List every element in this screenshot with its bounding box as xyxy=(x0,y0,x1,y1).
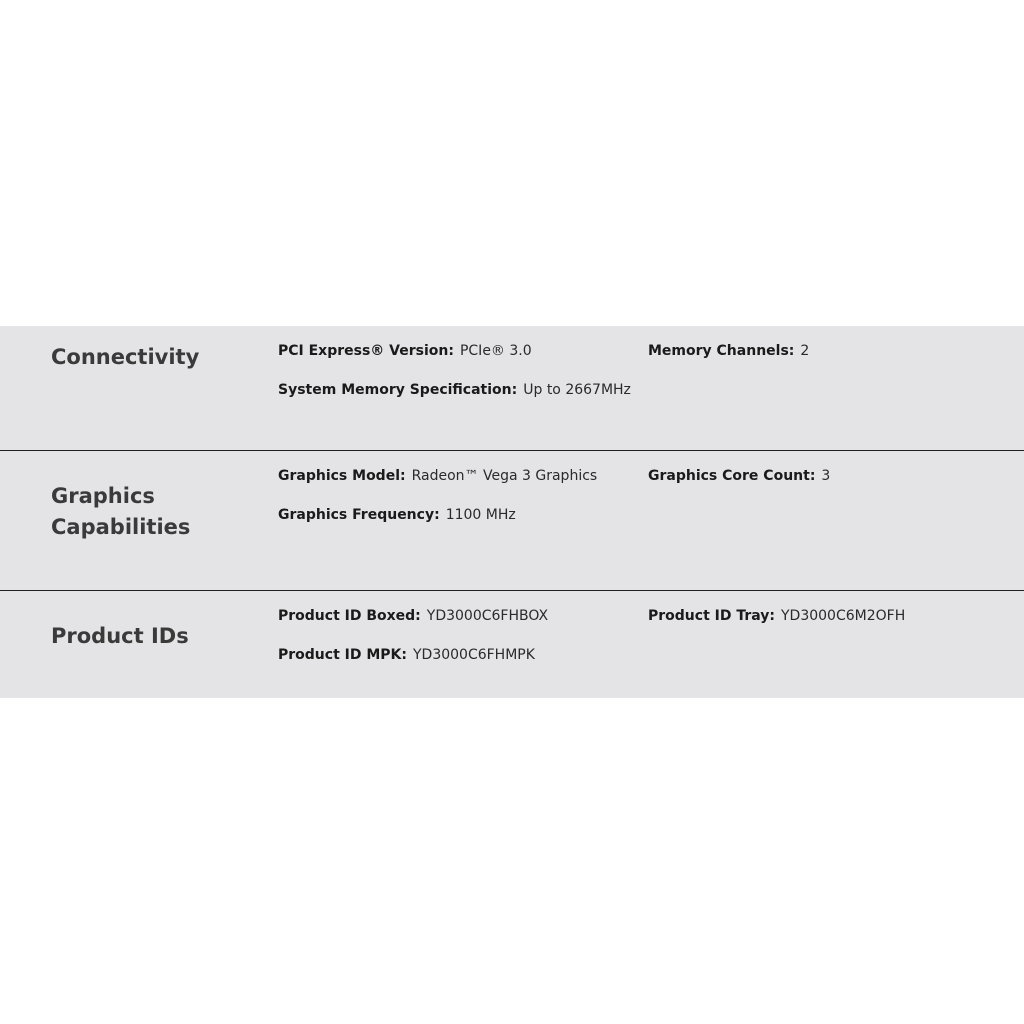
section-title: Connectivity xyxy=(51,345,200,369)
spec-value: 1100 MHz xyxy=(445,507,516,523)
spec-value: 2 xyxy=(800,343,810,359)
spec-label: PCI Express® Version: xyxy=(278,343,454,359)
section-title: Graphics Capabilities xyxy=(51,484,191,539)
spec-label: Product ID MPK: xyxy=(278,647,407,663)
spec-value: YD3000C6FHBOX xyxy=(426,608,549,624)
spec-pci-express-version xyxy=(278,341,532,361)
section-connectivity xyxy=(0,326,1024,450)
spec-label: Graphics Model: xyxy=(278,468,406,484)
section-graphics-capabilities xyxy=(0,451,1024,590)
spec-system-memory-specification xyxy=(278,380,631,400)
spec-value: Radeon™ Vega 3 Graphics xyxy=(411,468,598,484)
spec-label: Memory Channels: xyxy=(648,343,795,359)
spec-label: Product ID Tray: xyxy=(648,608,775,624)
specifications-panel xyxy=(0,326,1024,698)
spec-memory-channels xyxy=(648,341,809,361)
spec-value: YD3000C6FHMPK xyxy=(412,647,535,663)
spec-value: 3 xyxy=(821,468,831,484)
section-product-ids xyxy=(0,591,1024,698)
spec-product-id-mpk xyxy=(278,645,535,665)
spec-value: Up to 2667MHz xyxy=(523,382,631,398)
spec-value: PCIe® 3.0 xyxy=(459,343,532,359)
spec-graphics-model xyxy=(278,466,597,486)
spec-label: Graphics Frequency: xyxy=(278,507,440,523)
spec-graphics-frequency xyxy=(278,505,516,525)
spec-label: System Memory Specification: xyxy=(278,382,518,398)
spec-graphics-core-count xyxy=(648,466,830,486)
spec-label: Graphics Core Count: xyxy=(648,468,816,484)
spec-product-id-tray xyxy=(648,606,905,626)
spec-value: YD3000C6M2OFH xyxy=(781,608,906,624)
spec-label: Product ID Boxed: xyxy=(278,608,421,624)
spec-product-id-boxed xyxy=(278,606,548,626)
section-title: Product IDs xyxy=(51,624,189,648)
